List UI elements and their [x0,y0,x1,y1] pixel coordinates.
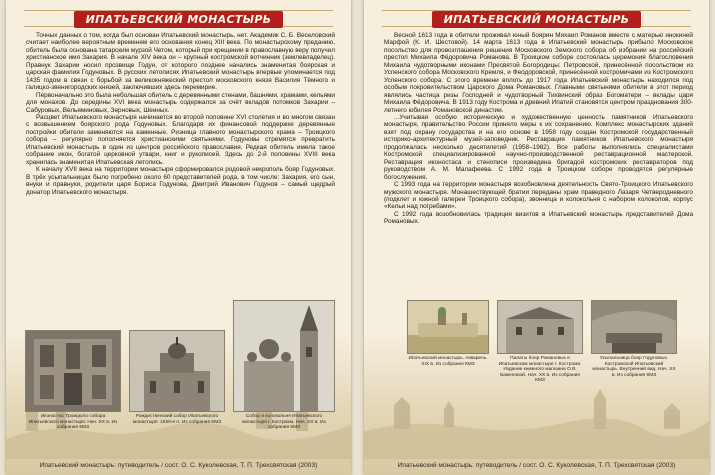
photo-romanov-chambers [498,300,582,384]
page-title: ИПАТЬЕВСКИЙ МОНАСТЫРЬ [432,11,642,28]
body-text [26,32,335,196]
iconostasis-image [25,330,121,412]
photo-bell-tower [234,330,334,431]
photo-watercolor [408,300,488,384]
paragraph: К началу XVII века на территории монастыря сформировался родовой некрополь бояр Годуновых. В трёх усыпальницах было погребено около 60 представителей рода, в том числе: Захария, его сын, внуки и правнуки, родители царя Бориса Годунова, Дмитрий Иванович Годунов – самый щедрый донатор Ипатьевского монастыря. [26,166,335,196]
bell-tower-image [233,300,335,412]
page-title: ИПАТЬЕВСКИЙ МОНАСТЫРЬ [74,11,284,28]
page-header [24,8,333,26]
paragraph: С 1993 года на территории монастыря возобновлена деятельность Свято-Троицкого Ипатьевского мужского монастыря. Монашествующей братии переданы храм праведного Лазаря Четверодневного (подклет и южной галереи Троицкого собора), звонница и колокольня с набором колоколов, корпус «Кельи над погребами». [384,181,693,211]
right-page [364,0,709,475]
photo-caption: Палаты бояр Романовых в Ипатьевском монастыре г. Кострома. Издание книжного магазина О.В. Баженовой. Нач. XX в. Из собрания КМЗ [498,356,582,384]
page-footer: Ипатьевский монастырь: путеводитель / сост. О. С. Куколевская, Т. П. Трехсвятская (2003) [39,462,318,469]
photo-godunov-tomb [592,300,676,384]
photo-cathedral [130,330,224,431]
paragraph: Первоначально это была небольшая обитель с деревянными стенами, башнями, храмами, кельями для монахов. До середины XVI века монастырь содержался за счёт вкладов потомков Захарии – Сабуровых, Вельяминовых, Зерновых, Шеиных. [26,91,335,114]
photo-iconostasis [26,330,120,431]
body-text [384,32,693,226]
godunov-tomb-image [591,300,677,354]
paragraph: ...Учитывая особую историческую и художественную ценность памятников Ипатьевского монастыря, правительство России приняло меры к их сохранению. Комплекс монастырских зданий взят под охрану государства и на его основе в 1958 году создан Костромской государственный историко-архитектурный музей-заповедник. Реставрация памятников Ипатьевского монастыря продолжалась несколько десятилетий (1958–1982). Все работы выполнялись специалистами Костромской специализированной научно-производственной реставрационной мастерской. Реставрация иконостаса и стенописи произведена бригадой костромских реставраторов под руководством А. М. Малафеева. С 1992 года в Троицком соборе проводятся регулярные богослужения. [384,113,693,181]
photo-caption: Иконостас Троицкого собора Ипатьевского монастыря. Нач. XX в. Из собрания КМЗ [28,414,118,431]
left-page [6,0,351,475]
paragraph: С 1992 года возобновилась традиция визитов в Ипатьевский монастырь представителей Дома Романовых. [384,210,693,226]
photo-caption: Рождественский собор Ипатьевского монастыря. 1920-е гг. Из собрания КМЗ [132,414,222,425]
romanov-chambers-image [497,300,583,354]
photo-caption: Собор и колокольня Ипатьевского монастыря г. Кострома. Нач. XX в. Из собрания КМЗ [242,414,326,431]
cathedral-image [129,330,225,412]
page-footer: Ипатьевский монастырь: путеводитель / сост. О. С. Куколевская, Т. П. Трехсвятская (2003) [397,462,676,469]
photo-caption: Ипатьевский монастырь. Акварель. XIX в. Из собрания КМЗ [408,356,488,367]
photo-row [26,330,334,431]
photo-caption: Усыпальница бояр Годуновых. Костромской Ипатьевский монастырь. Внутренний вид. Нач. XX в. Из собрания КМЗ [592,356,676,378]
watercolor-image [407,300,489,354]
paragraph: Расцвет Ипатьевского монастыря начинается во второй половине XVI столетия и во многом связан с возвышением боярского рода Годуновых. Благодаря их финансовой поддержке деревянные постройки обители заменяются на каменные. Ризница главного монастырского храма – Троицкого собора – регулярно пополняется христианскими святынями. Годуновы стремятся превратить Ипатьевский монастырь в один из центров российского православия. Редкая обитель имела такое собрание икон, богатой церковной утвари, книг и рукописей. Здесь до 2-й половины XVIII века хранилась знаменитая Ипатьевская летопись. [26,113,335,166]
paragraph: Весной 1613 года в обители проживал юный боярин Михаил Романов вместе с матерью инокиней Марфой (К. И. Шестовой). 14 марта 1613 года в Ипатьевский монастырь прибыло Московское посольство для провозглашения решения Московского Земского собора об избрании на российский престол Михаила Фёдоровича Романова. В Троицком соборе состоялась церемония благословения Михаила чудотворными иконами Пресвятой Богородицы: Петровской, принесённой посольством из Успенского собора Московского Кремля, и Феодоровской, принесённой костромичами из Костромского Успенского собора. С этого времени вплоть до 1917 года Ипатьевский монастырь находился под особым покровительством Царского Дома Романовых. Главными святынями обители в этот период являлись частица ризы Господней и чудотворный Тихвинский образ Богоматери – вклады царя Михаила Фёдоровича. В 1913 году Кострома и древний Ипатий становятся центром празднования 300-летнего юбилея Романовской династии. [384,32,693,114]
photo-row [408,300,676,384]
paragraph: Точных данных о том, когда был основан Ипатьевский монастырь, нет. Академик С. Б. Веселовский считает наиболее вероятным временем его основания конец XIII века. По монастырскому преданию, обитель была основана татарским мурзой Четом, который при крещении в православную веру получил христианское имя Захария. В начале XIV века он – крупный костромской вотчинник (землевладелец). Правнук Захарии носил прозвище Годун, от которого позднее начались знаменитая боярская и царская фамилия Годуновых. В русских летописях Ипатьевский монастырь впервые упоминается под 1435 годом в связи с борьбой за великокняжеский престол московского князя Василия Тёмного и галицко-звенигородских князей, заключивших здесь перемирие. [26,32,335,92]
page-header [382,8,691,26]
